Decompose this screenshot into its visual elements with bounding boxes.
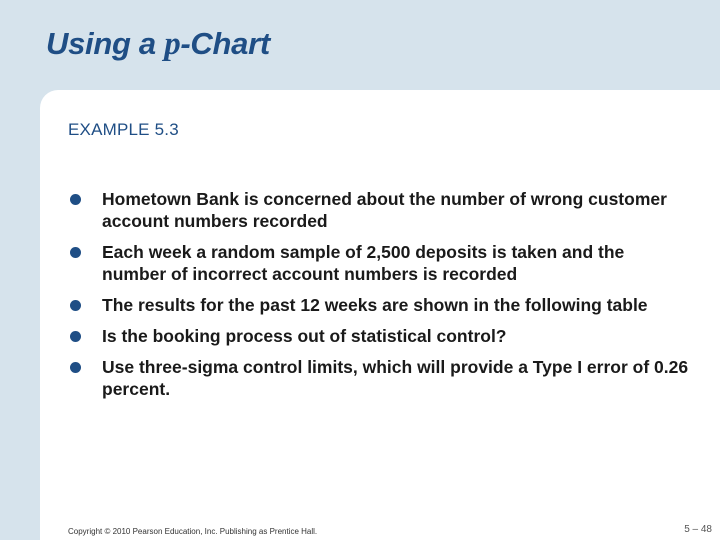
bullet-icon [70, 194, 81, 205]
bullet-item [70, 188, 690, 232]
bullet-item [70, 356, 690, 400]
bullet-item [70, 325, 690, 347]
bullet-list [70, 188, 690, 409]
bullet-icon [70, 247, 81, 258]
slide-title [46, 26, 270, 63]
title-variable: p [164, 26, 181, 62]
title-suffix: -Chart [180, 26, 270, 61]
bullet-item [70, 294, 690, 316]
bullet-icon [70, 362, 81, 373]
page-number: 5 – 48 [684, 524, 712, 535]
bullet-text: Use three-sigma control limits, which will provide a Type I error of 0.26 percent. [102, 357, 689, 399]
bullet-item [70, 241, 690, 285]
title-prefix: Using a [46, 26, 165, 61]
bullet-icon [70, 331, 81, 342]
bullet-text: Each week a random sample of 2,500 deposits is taken and the number of incorrect account numbers is recorded [102, 242, 625, 284]
bullet-icon [70, 300, 81, 311]
bullet-text: Hometown Bank is concerned about the number of wrong customer account numbers recorded [102, 189, 667, 231]
copyright-notice: Copyright © 2010 Pearson Education, Inc. Publishing as Prentice Hall. [68, 527, 318, 536]
bullet-text: The results for the past 12 weeks are shown in the following table [102, 295, 648, 315]
content-panel [40, 90, 720, 540]
example-label: EXAMPLE 5.3 [68, 120, 179, 139]
bullet-text: Is the booking process out of statistical control? [102, 326, 507, 346]
